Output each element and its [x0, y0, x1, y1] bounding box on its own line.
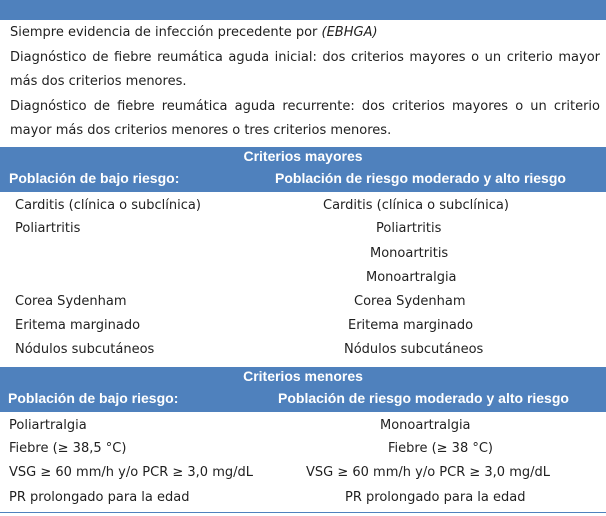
evidence-requirement: Siempre evidencia de infección precedente por (EBHGA)	[10, 25, 378, 40]
major-low-item: Poliartritis	[15, 221, 81, 236]
top-header-band	[0, 0, 606, 20]
table-bottom-rule	[0, 512, 606, 513]
major-low-risk-header: Población de bajo riesgo:	[9, 170, 180, 186]
minor-criteria-header	[0, 386, 606, 412]
major-criteria-title: Criterios mayores	[0, 146, 606, 166]
major-high-risk-header: Población de riesgo moderado y alto riesgo	[275, 170, 566, 186]
intro-text	[10, 21, 600, 144]
major-low-item: Nódulos subcutáneos	[15, 342, 155, 357]
minor-criteria-title: Criterios menores	[0, 366, 606, 386]
minor-high-item: VSG ≥ 60 mm/h y/o PCR ≥ 3,0 mg/dL	[306, 465, 550, 480]
minor-high-risk-header: Población de riesgo moderado y alto riesgo	[278, 390, 569, 406]
major-high-item: Eritema marginado	[348, 318, 474, 333]
initial-diagnosis-rule: Diagnóstico de fiebre reumática aguda inicial: dos criterios mayores o un criterio mayor más dos criterios menores.	[10, 49, 600, 89]
minor-low-item: VSG ≥ 60 mm/h y/o PCR ≥ 3,0 mg/dL	[9, 465, 253, 480]
major-high-item: Monoartralgia	[366, 270, 457, 285]
major-low-item: Carditis (clínica o subclínica)	[15, 198, 201, 213]
major-low-item: Eritema marginado	[15, 318, 141, 333]
major-criteria-header	[0, 166, 606, 192]
recurrent-diagnosis-rule: Diagnóstico de fiebre reumática aguda recurrente: dos criterios mayores o un criterio mayor más dos criterios menores o tres criterios menores.	[10, 98, 600, 138]
major-high-item: Carditis (clínica o subclínica)	[323, 198, 509, 213]
minor-low-risk-header: Población de bajo riesgo:	[8, 390, 179, 406]
minor-low-item: PR prolongado para la edad	[9, 490, 190, 505]
major-high-item: Nódulos subcutáneos	[344, 342, 484, 357]
major-high-item: Monoartritis	[370, 246, 449, 261]
minor-low-item: Fiebre (≥ 38,5 °C)	[9, 441, 127, 456]
minor-high-item: Fiebre (≥ 38 °C)	[388, 441, 494, 456]
major-low-item: Corea Sydenham	[15, 294, 127, 309]
minor-low-item: Poliartralgia	[9, 418, 87, 433]
minor-high-item: PR prolongado para la edad	[345, 490, 526, 505]
major-high-item: Corea Sydenham	[354, 294, 466, 309]
minor-high-item: Monoartralgia	[380, 418, 471, 433]
major-high-item: Poliartritis	[376, 221, 442, 236]
